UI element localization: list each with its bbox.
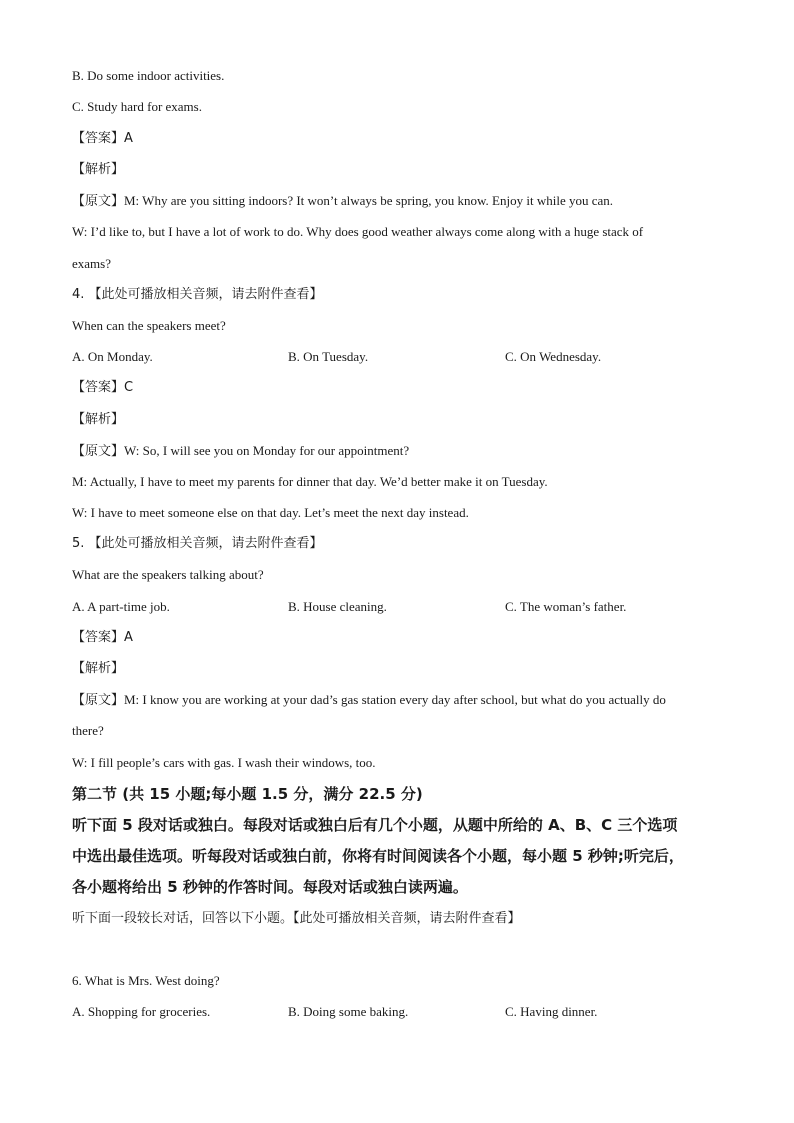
q3-transcript-line-2: W: I’d like to, but I have a lot of work to do. Why does good weather always come along with a huge stack of — [72, 224, 644, 239]
q4-transcript-line-3: W: I have to meet someone else on that day. Let’s meet the next day instead. — [72, 505, 469, 520]
q6-option-a: A. Shopping for groceries. — [72, 1004, 211, 1019]
q4-heading: 4. 【此处可播放相关音频，请去附件查看】 — [72, 287, 323, 302]
q5-question: What are the speakers talking about? — [72, 567, 264, 582]
q4-option-c: C. On Wednesday. — [505, 349, 602, 364]
q5-option-c: C. The woman’s father. — [505, 599, 627, 614]
q6-question: 6. What is Mrs. West doing? — [72, 973, 220, 988]
q4-option-b: B. On Tuesday. — [288, 349, 369, 364]
q5-analysis-label: 【解析】 — [72, 661, 125, 676]
q4-question: When can the speakers meet? — [72, 318, 226, 333]
q4-option-a: A. On Monday. — [72, 349, 153, 364]
section-2-instructions-line-3: 各小题将给出 5 秒钟的作答时间。每段对话或独白读两遍。 — [72, 878, 468, 896]
q5-heading: 5. 【此处可播放相关音频，请去附件查看】 — [72, 536, 323, 551]
q6-option-c: C. Having dinner. — [505, 1004, 598, 1019]
q3-transcript-line-1: 【原文】M: Why are you sitting indoors? It won’t always be spring, you know. Enjoy it while you can. — [72, 193, 613, 208]
q3-answer: 【答案】A — [72, 131, 133, 146]
q5-option-b: B. House cleaning. — [288, 599, 387, 614]
section-2-intro: 听下面一段较长对话，回答以下小题。【此处可播放相关音频，请去附件查看】 — [72, 911, 521, 926]
q5-transcript-line-2: there? — [72, 723, 104, 738]
q3-transcript-line-3: exams? — [72, 256, 111, 271]
section-2-title: 第二节 (共 15 小题;每小题 1.5 分，满分 22.5 分) — [72, 785, 423, 803]
q4-analysis-label: 【解析】 — [72, 412, 125, 427]
q4-answer: 【答案】C — [72, 380, 134, 395]
q6-option-b: B. Doing some baking. — [288, 1004, 409, 1019]
q4-transcript-line-1: 【原文】W: So, I will see you on Monday for our appointment? — [72, 443, 410, 458]
q4-transcript-line-2: M: Actually, I have to meet my parents for dinner that day. We’d better make it on Tuesday. — [72, 474, 548, 489]
q5-answer: 【答案】A — [72, 630, 133, 645]
q3-option-b: B. Do some indoor activities. — [72, 68, 225, 83]
q3-analysis-label: 【解析】 — [72, 162, 125, 177]
q5-transcript-line-3: W: I fill people’s cars with gas. I wash their windows, too. — [72, 755, 376, 770]
q5-transcript-line-1: 【原文】M: I know you are working at your dad’s gas station every day after school, but what do you actually do — [72, 692, 666, 707]
section-2-instructions-line-1: 听下面 5 段对话或独白。每段对话或独白后有几个小题，从题中所给的 A、B、C 三个选项 — [72, 816, 678, 834]
section-2-instructions-line-2: 中选出最佳选项。听每段对话或独白前，你将有时间阅读各个小题，每小题 5 秒钟;听完后， — [72, 847, 684, 865]
q5-option-a: A. A part-time job. — [72, 599, 170, 614]
q3-option-c: C. Study hard for exams. — [72, 99, 202, 114]
